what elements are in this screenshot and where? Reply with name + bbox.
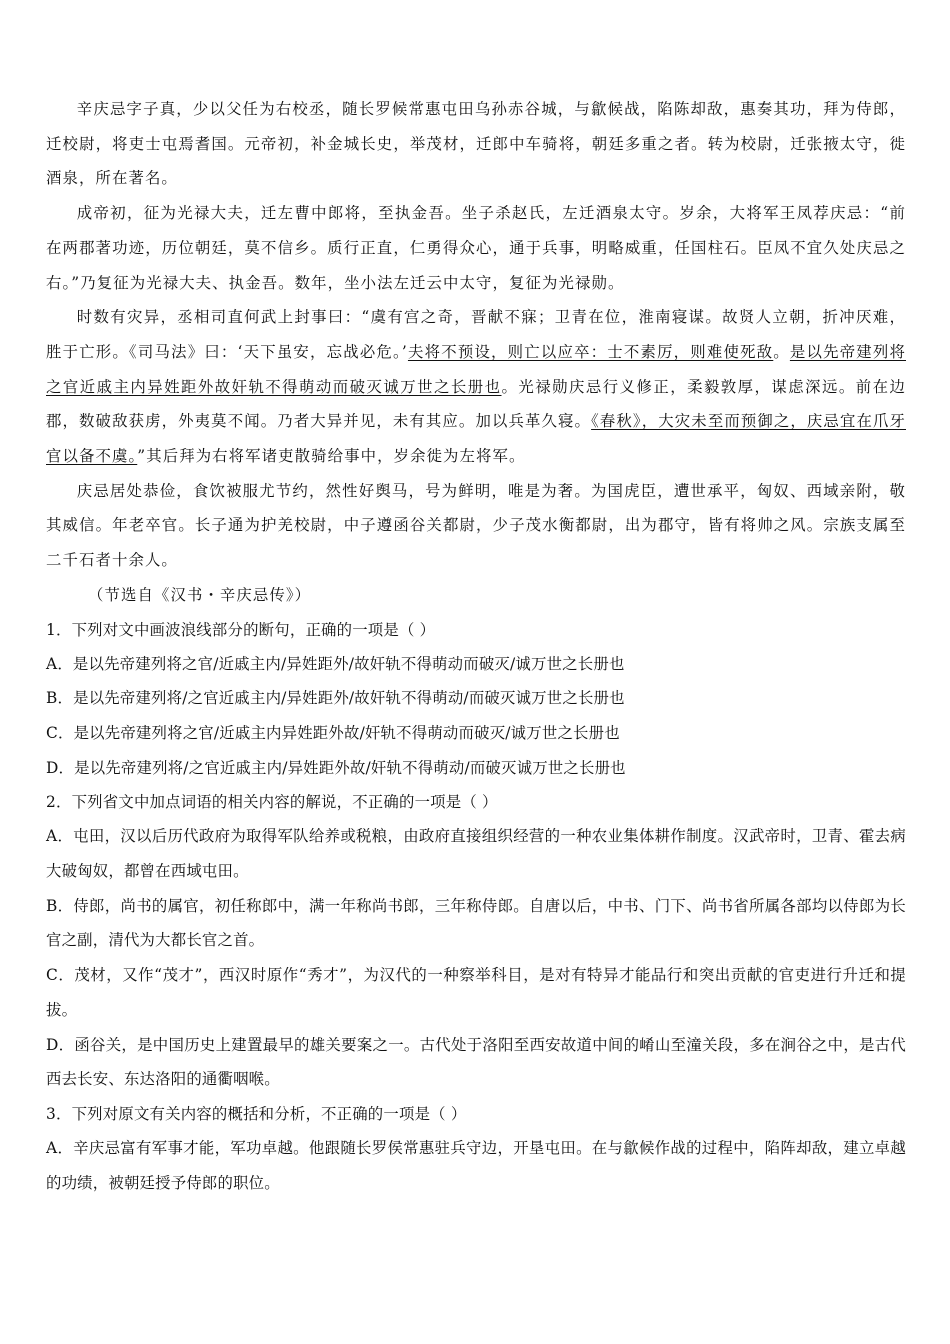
option-c: C．茂材，又作“茂才”，西汉时原作“秀才”，为汉代的一种察举科目，是对有特异才能品行和突出贡献的官吏进行升迁和提拔。 <box>46 966 906 1019</box>
question-stem: 1．下列对文中画波浪线部分的断句，正确的一项是（ ） <box>46 620 436 639</box>
question-stem: 3．下列对原文有关内容的概括和分析，不正确的一项是（ ） <box>46 1104 467 1123</box>
option-a: A．辛庆忌富有军事才能，军功卓越。他跟随长罗侯常惠驻兵守边，开垦屯田。在与歙候作战的过程中，陷阵却敌，建立卓越的功绩，被朝廷授予侍郎的职位。 <box>46 1138 906 1192</box>
passage-paragraph-2: 成帝初，征为光禄大夫，迁左曹中郎将，至执金吾。坐子杀赵氏，左迁酒泉太守。岁余，大将军王凤荐庆忌：“前在两郡著功迹，历位朝廷，莫不信乡。质行正直，仁勇得众心，通于兵事，明略威重，任国柱石。臣凤不宜久处庆忌之右。”乃复征为光禄大夫、执金吾。数年，坐小法左迁云中太守，复征为光禄勋。 <box>46 204 906 292</box>
p3-text-b: 。 <box>773 342 790 361</box>
exam-page <box>46 92 906 1200</box>
p3-text-d: ”其后拜为右将军诸吏散骑给事中，岁余徙为左将军。 <box>137 447 526 466</box>
option-d: D．是以先帝建列将/之官近戚主内/异姓距外故/奸轨不得萌动/而破灭诚万世之长册也 <box>46 758 626 777</box>
question-1 <box>46 613 906 786</box>
option-d: D．函谷关，是中国历史上建置最早的雄关要案之一。古代处于洛阳至西安故道中间的崤山至潼关段，多在涧谷之中，是古代西去长安、东达洛阳的通衢咽喉。 <box>46 1035 906 1089</box>
option-a: A．是以先帝建列将之官/近戚主内/异姓距外/故奸轨不得萌动而破灭/诚万世之长册也 <box>46 654 625 673</box>
passage-paragraph-4: 庆忌居处恭俭，食饮被服尤节约，然性好舆马，号为鲜明，唯是为奢。为国虎臣，遭世承平，匈奴、西域亲附，敬其威信。年老卒官。长子通为护羌校尉，中子遵函谷关都尉，少子茂水衡都尉，出为郡守，皆有将帅之风。宗族支属至二千石者十余人。 <box>46 481 906 570</box>
question-stem: 2．下列省文中加点词语的相关内容的解说，不正确的一项是（ ） <box>46 793 498 812</box>
p3-text-a: 时数有灾异，丞相司直何武上封事曰：“虞有宫之奇，晋献不寐；卫青在位，淮南寝谋。故贤人立朝，折冲厌难，胜于亡形。《司马法》曰：‘天下虽安，忘战必危。’ <box>46 308 906 361</box>
passage-paragraph-1: 辛庆忌字子真，少以父任为右校丞，随长罗候常惠屯田乌孙赤谷城，与歙候战，陷陈却敌，惠奏其功，拜为侍郎，迁校尉，将吏士屯焉耆国。元帝初，补金城长史，举茂材，迁郎中车骑将，朝廷多重之者。转为校尉，迁张掖太守，徙酒泉，所在著名。 <box>46 100 906 188</box>
question-3 <box>46 1097 906 1200</box>
underlined-sentence-1: 夫将不预设，则亡以应卒：士不素厉，则难使死敌 <box>407 342 774 361</box>
option-b: B．是以先帝建列将/之官近戚主内/异姓距外/故奸轨不得萌动/而破灭诚万世之长册也 <box>46 689 625 708</box>
option-b: B．侍郎，尚书的属官，初任称郎中，满一年称尚书郎，三年称侍郎。自唐以后，中书、门下、尚书省所属各部均以侍郎为长官之副，清代为大都长官之首。 <box>46 896 906 950</box>
passage-paragraph-3 <box>46 300 906 474</box>
wavy-underlined-sentence: 是以先帝建列将之官近戚主内异姓距外故奸轨不得萌动而破灭诚万世之长册也 <box>46 342 906 396</box>
question-2 <box>46 785 906 1097</box>
option-c: C．是以先帝建列将之官/近戚主内异姓距外故/奸轨不得萌动而破灭/诚万世之长册也 <box>46 723 620 742</box>
p3-text-c: 。光禄勋庆忌行义修正，柔毅敦厚，谋虑深远。前在边郡，数破敌获虏，外夷莫不闻。乃者大异并见，未有其应。加以兵革久寝。 <box>46 377 907 431</box>
passage-source: （节选自《汉书・辛庆忌传》） <box>88 585 312 604</box>
underlined-sentence-2: 《春秋》，大灾未至而预御之，庆忌宜在爪牙官以备不虞。 <box>46 412 906 466</box>
option-a: A．屯田，汉以后历代政府为取得军队给养或税粮，由政府直接组织经营的一种农业集体耕作制度。汉武帝时，卫青、霍去病大破匈奴，都曾在西域屯田。 <box>46 827 906 881</box>
